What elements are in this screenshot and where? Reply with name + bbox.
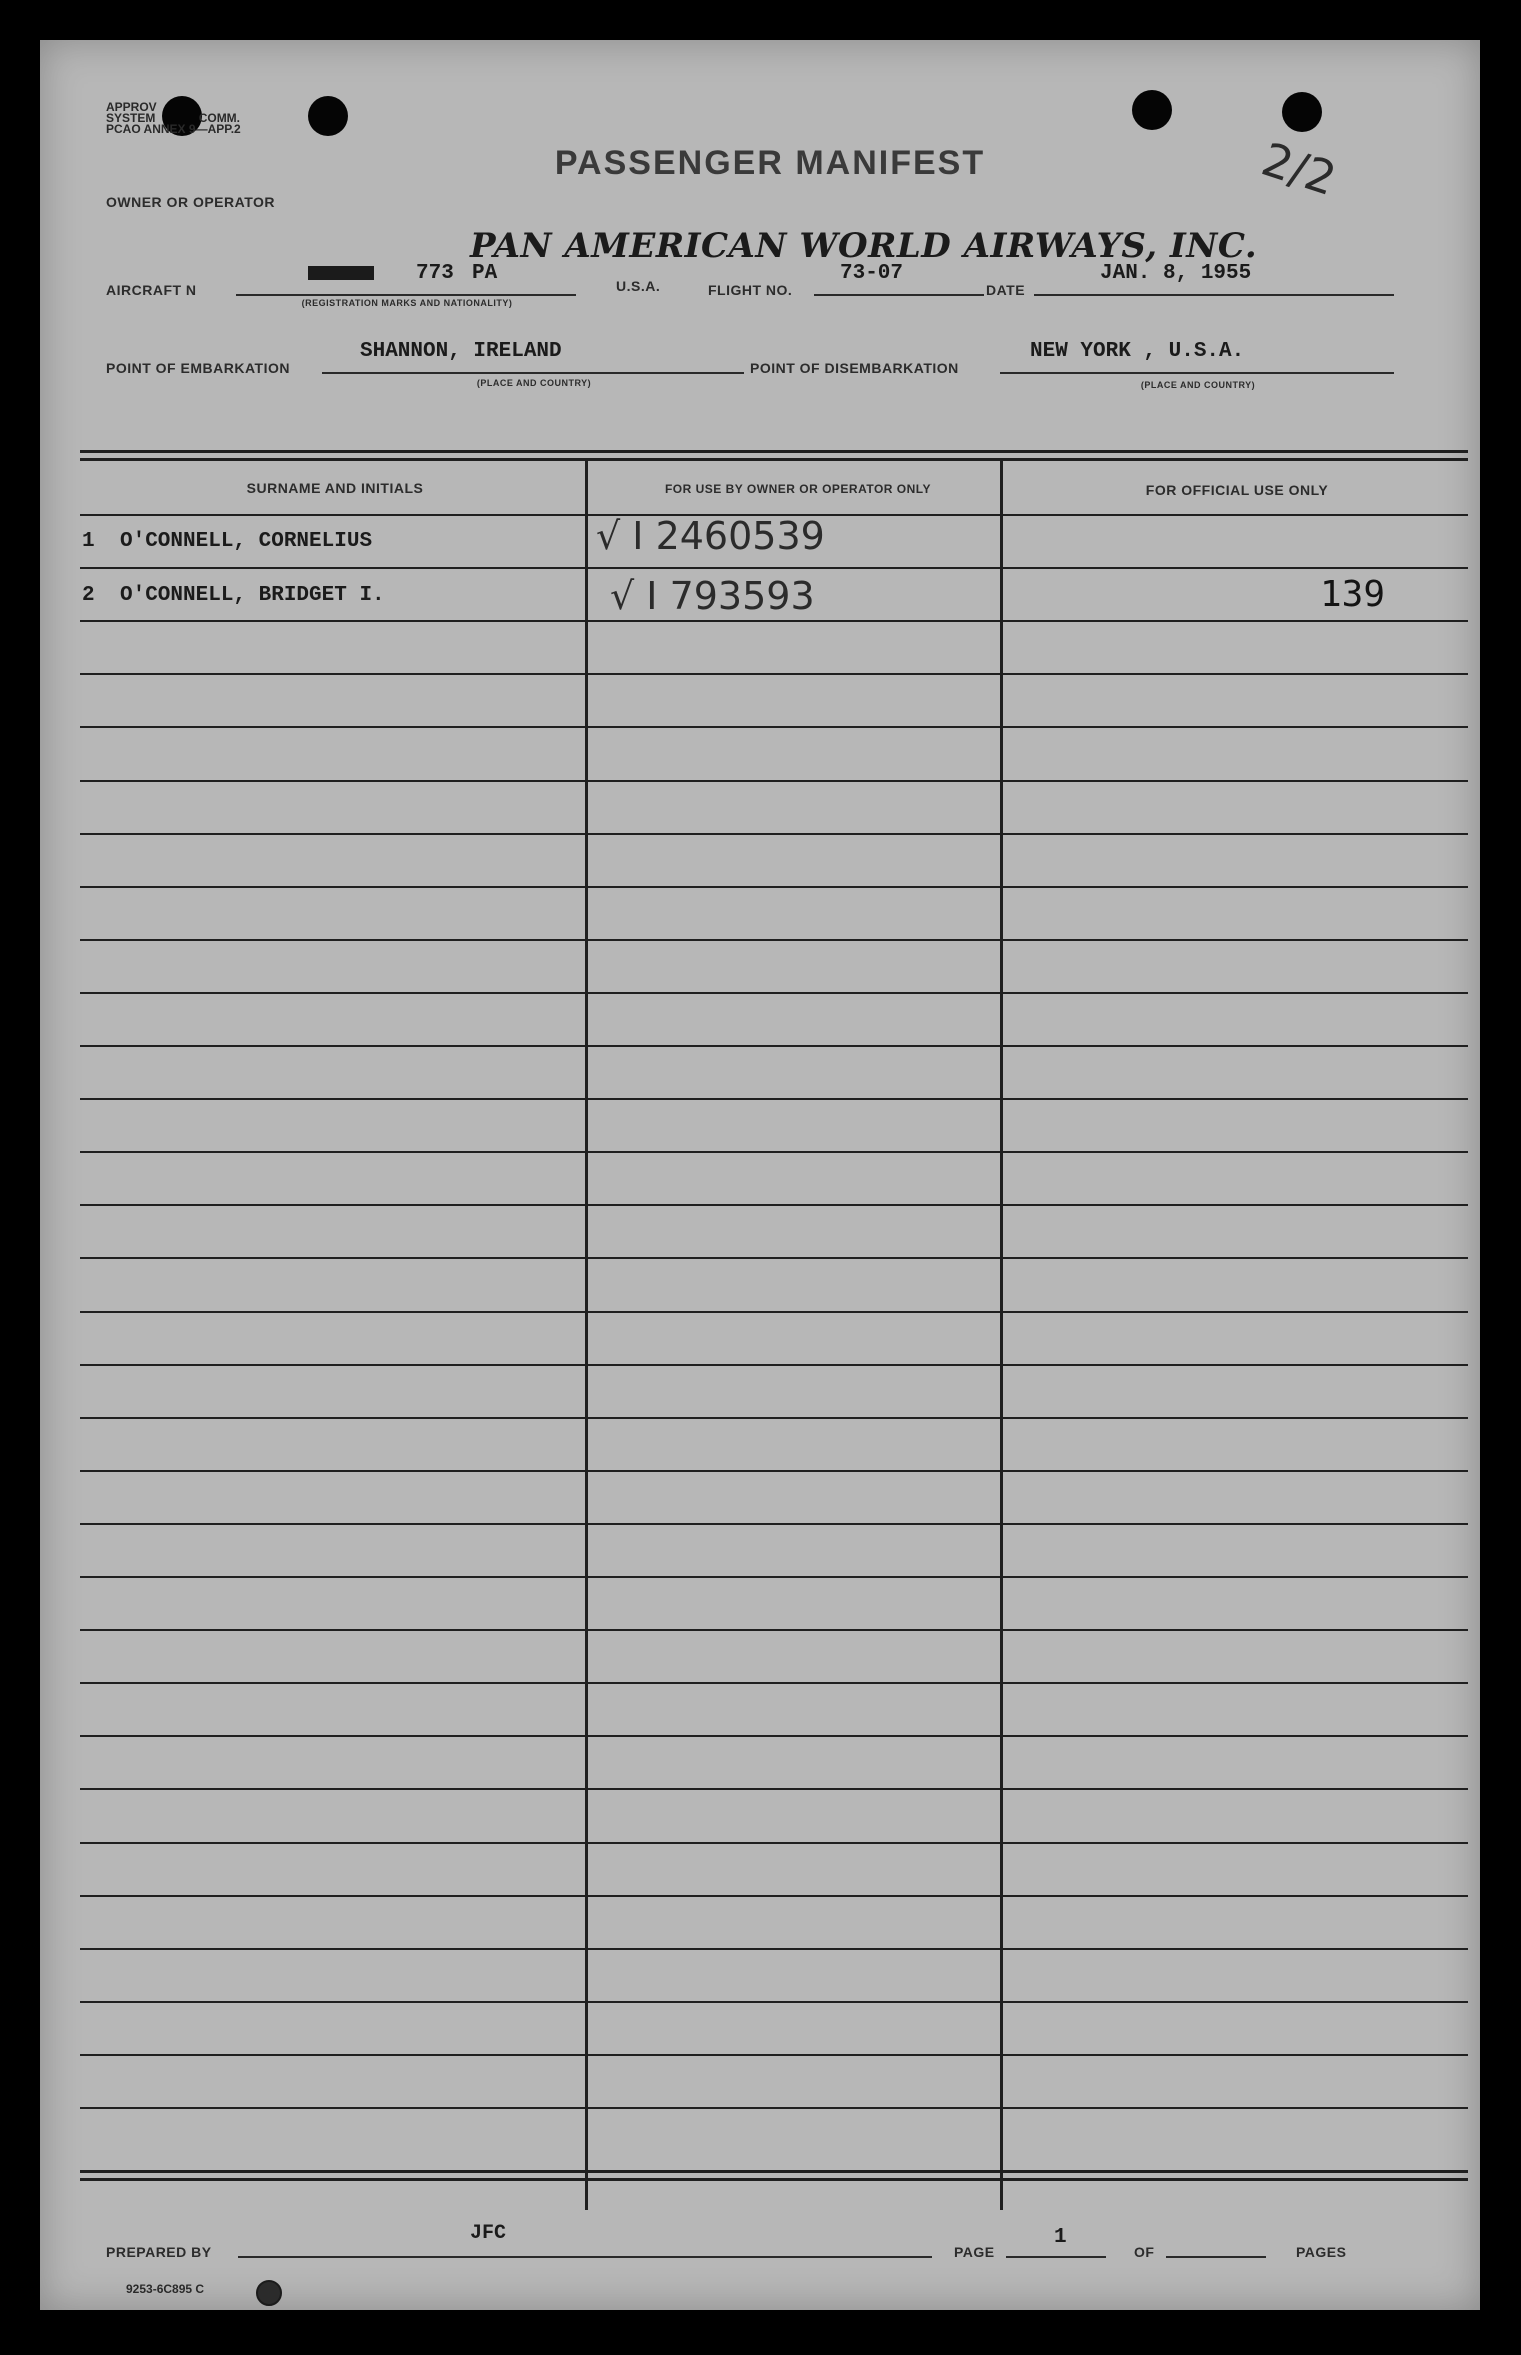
date-underline	[1034, 294, 1394, 296]
operator-handwritten-entry: √ I 2460539	[596, 514, 825, 558]
pages-label: PAGES	[1296, 2244, 1347, 2260]
table-row-line	[80, 1735, 1468, 1737]
aircraft-label: AIRCRAFT N	[106, 282, 197, 298]
flight-underline	[814, 294, 984, 296]
table-row-line	[80, 1257, 1468, 1259]
table-row-line	[80, 1470, 1468, 1472]
column-header-official: FOR OFFICIAL USE ONLY	[1145, 482, 1329, 498]
of-underline	[1166, 2256, 1266, 2258]
table-row-line	[80, 886, 1468, 888]
operator-handwritten-entry: √ I 793593	[610, 574, 815, 618]
table-row-line	[80, 939, 1468, 941]
table-row-line	[80, 620, 1468, 622]
punch-hole	[308, 96, 348, 136]
owner-label: OWNER OR OPERATOR	[106, 194, 275, 210]
table-row-line	[80, 1364, 1468, 1366]
table-row-line	[80, 726, 1468, 728]
table-row-line	[80, 2001, 1468, 2003]
table-row-line	[80, 1576, 1468, 1578]
table-row-line	[80, 673, 1468, 675]
table-row-line	[80, 1682, 1468, 1684]
table-row-line	[80, 1948, 1468, 1950]
table-row-line	[80, 1311, 1468, 1313]
disembarkation-value: NEW YORK , U.S.A.	[1030, 340, 1245, 363]
usa-label: U.S.A.	[616, 278, 661, 294]
aircraft-suffix: PA	[472, 262, 498, 285]
page-label: PAGE	[954, 2244, 995, 2260]
table-top-rule	[80, 450, 1468, 453]
passenger-name: O'CONNELL, BRIDGET I.	[120, 584, 385, 607]
table-row-line	[80, 1417, 1468, 1419]
printer-union-mark-icon	[256, 2280, 282, 2306]
page-underline	[1006, 2256, 1106, 2258]
aircraft-caption: (REGISTRATION MARKS AND NATIONALITY)	[301, 298, 513, 308]
official-use-entry: 139	[1320, 574, 1386, 615]
table-bottom-rule-2	[80, 2178, 1468, 2181]
table-row-line	[80, 992, 1468, 994]
prepared-by-value: JFC	[470, 2222, 507, 2245]
approval-note	[106, 102, 281, 135]
disembarkation-label: POINT OF DISEMBARKATION	[750, 360, 959, 376]
approval-line-1: APPROV	[106, 100, 157, 114]
manifest-sheet	[40, 40, 1480, 2310]
approval-line-3: PCAO ANNEX 9—APP.2	[106, 122, 241, 136]
approval-line-2: SYSTEM	[106, 111, 156, 125]
flight-number: 73-07	[840, 262, 904, 285]
table-top-rule-2	[80, 458, 1468, 461]
table-row-line	[80, 1204, 1468, 1206]
column-header-surname: SURNAME AND INITIALS	[246, 480, 424, 496]
table-row-line	[80, 833, 1468, 835]
disembarkation-underline	[1000, 372, 1394, 374]
table-row-line	[80, 1895, 1468, 1897]
table-row-line	[80, 1098, 1468, 1100]
prepared-by-underline	[238, 2256, 932, 2258]
aircraft-strikeout	[308, 266, 374, 280]
row-number: 2	[82, 584, 95, 607]
date-value: JAN. 8, 1955	[1100, 262, 1252, 285]
form-number: 9253-6C895 C	[126, 2282, 205, 2296]
embarkation-underline	[322, 372, 744, 374]
date-label: DATE	[986, 282, 1026, 298]
flight-label: FLIGHT NO.	[708, 282, 793, 298]
embarkation-value: SHANNON, IRELAND	[360, 340, 562, 363]
page-title: PASSENGER MANIFEST	[554, 144, 986, 182]
approval-line-2b: COMM.	[198, 111, 241, 125]
page-number: 1	[1054, 2226, 1067, 2249]
column-header-operator: FOR USE BY OWNER OR OPERATOR ONLY	[664, 482, 932, 496]
table-bottom-rule	[80, 2170, 1468, 2173]
table-row-line	[80, 567, 1468, 569]
table-row-line	[80, 1523, 1468, 1525]
table-row-line	[80, 1788, 1468, 1790]
table-row-line	[80, 1151, 1468, 1153]
operator-name: PAN AMERICAN WORLD AIRWAYS, INC.	[470, 226, 1258, 266]
aircraft-underline	[236, 294, 576, 296]
embarkation-caption: (PLACE AND COUNTRY)	[476, 378, 592, 388]
aircraft-registration: 773	[416, 262, 454, 285]
row-number: 1	[82, 530, 95, 553]
table-row-line	[80, 2107, 1468, 2109]
handwritten-corner-mark: 2/2	[1255, 131, 1343, 207]
table-row-line	[80, 780, 1468, 782]
table-row-line	[80, 2054, 1468, 2056]
passenger-name: O'CONNELL, CORNELIUS	[120, 530, 373, 553]
punch-hole	[1282, 92, 1322, 132]
table-row-line	[80, 1045, 1468, 1047]
table-row-line	[80, 1842, 1468, 1844]
disembarkation-caption: (PLACE AND COUNTRY)	[1140, 380, 1256, 390]
prepared-by-label: PREPARED BY	[106, 2244, 212, 2260]
punch-hole	[1132, 90, 1172, 130]
of-label: OF	[1134, 2244, 1155, 2260]
embarkation-label: POINT OF EMBARKATION	[106, 360, 290, 376]
table-row-line	[80, 1629, 1468, 1631]
